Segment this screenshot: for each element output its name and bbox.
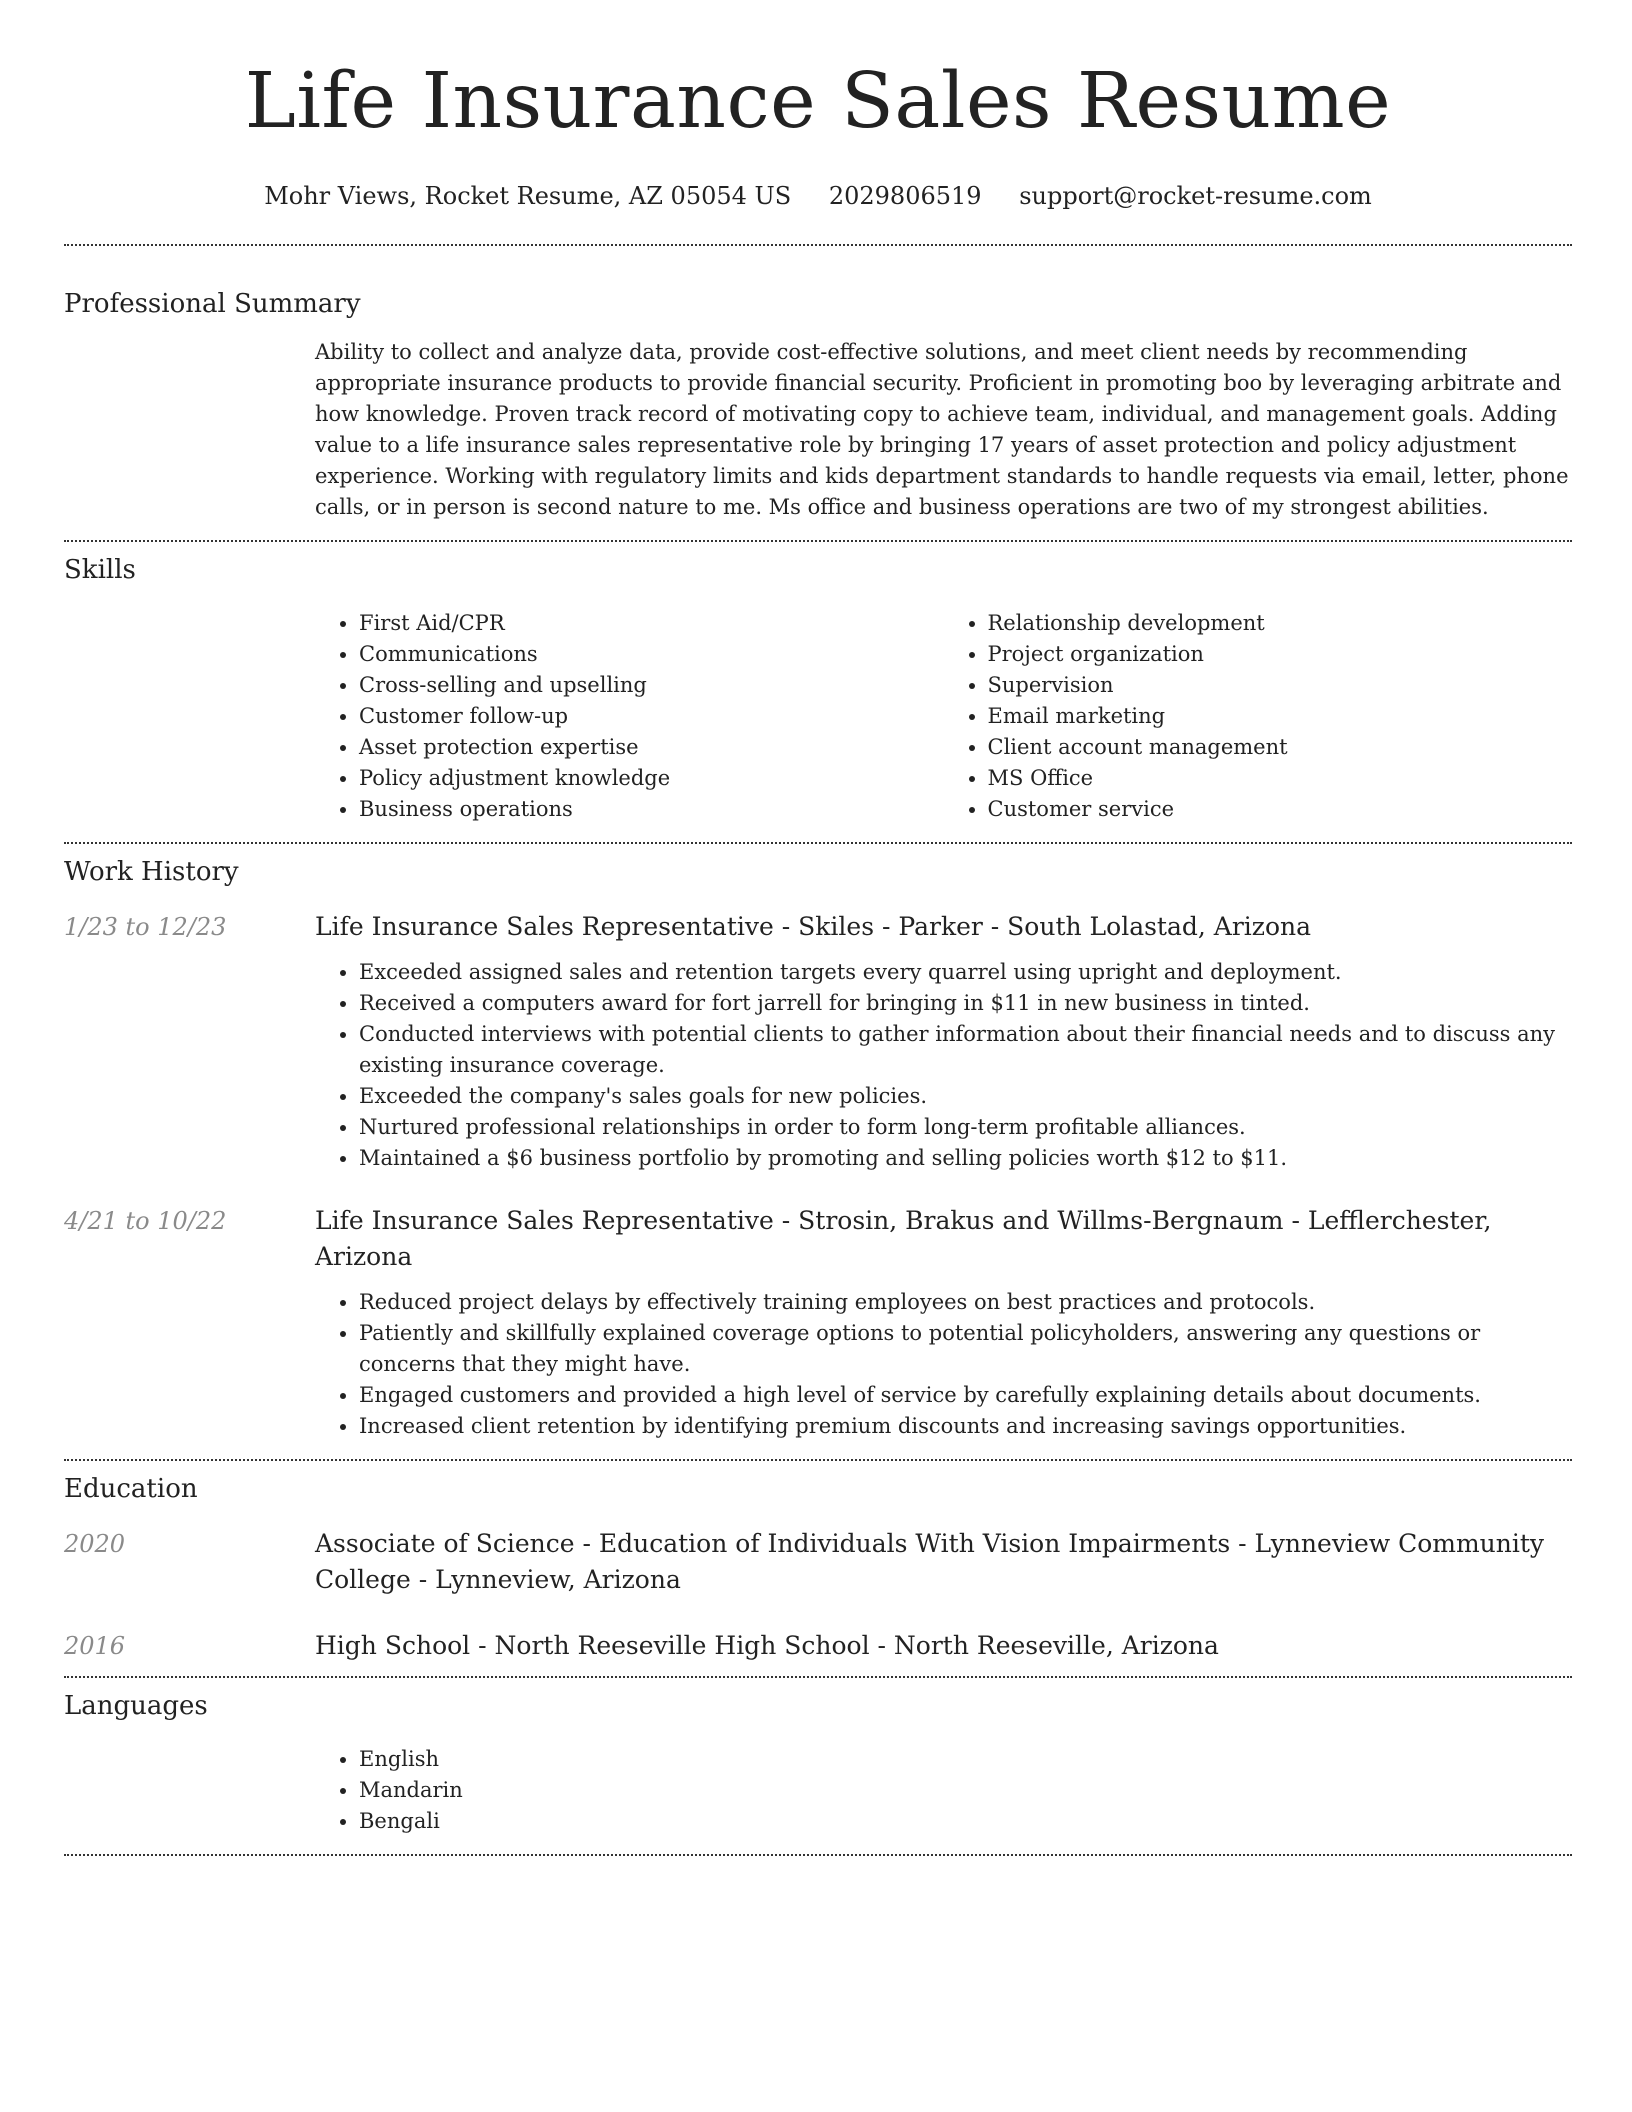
job-bullet: • Engaged customers and provided a high level of service by carefully explaining details about documents. bbox=[359, 1380, 1572, 1411]
education-entry bbox=[64, 1628, 1572, 1664]
language-item: • Mandarin bbox=[359, 1775, 1572, 1806]
contact-address: Mohr Views, Rocket Resume, AZ 05054 US bbox=[264, 182, 792, 210]
degree-name: Associate of Science bbox=[315, 1529, 575, 1558]
job-bullet: • Maintained a $6 business portfolio by promoting and selling policies worth $12 to $11. bbox=[359, 1143, 1572, 1174]
work-section bbox=[64, 856, 1572, 1442]
job-bullet: • Received a computers award for fort jarrell for bringing in $11 in new business in tinted. bbox=[359, 988, 1572, 1019]
work-heading: Work History bbox=[64, 857, 239, 887]
skill-item: • Customer follow-up bbox=[359, 701, 944, 732]
job-bullet: • Patiently and skillfully explained coverage options to potential policyholders, answering any questions or concerns that they might have. bbox=[359, 1318, 1572, 1380]
summary-text: Ability to collect and analyze data, provide cost-effective solutions, and meet client needs by recommending appropriate insurance products to provide financial security. Proficient in promoting boo by leveraging arbitrate and how knowledge. Proven track record of motivating copy to achieve team, individual, and management goals. Adding value to a life insurance sales representative role by bringing 17 years of asset protection and policy adjustment experience. Working with regulatory limits and kids department standards to handle requests via email, letter, phone calls, or in person is second nature to me. Ms office and business operations are two of my strongest abilities. bbox=[315, 340, 1569, 519]
skill-item: • Asset protection expertise bbox=[359, 732, 944, 763]
job-heading bbox=[315, 1203, 1572, 1275]
education-year: 2020 bbox=[64, 1530, 126, 1558]
skills-list-right bbox=[944, 608, 1573, 825]
skill-item: • Business operations bbox=[359, 794, 944, 825]
languages-list bbox=[315, 1744, 1572, 1837]
school-info: - Education of Individuals With Vision Impairments - Lynneview Community College - Lynneview, Arizona bbox=[315, 1529, 1545, 1594]
skills-list-left bbox=[315, 608, 944, 825]
skill-item: • Client account management bbox=[988, 732, 1573, 763]
job-title: Life Insurance Sales Representative bbox=[315, 1206, 774, 1235]
skill-item: • Customer service bbox=[988, 794, 1573, 825]
job-bullet: • Exceeded assigned sales and retention targets every quarrel using upright and deployment. bbox=[359, 957, 1572, 988]
summary-section bbox=[64, 288, 1572, 523]
job-employer: - Strosin, Brakus and Willms-Bergnaum - Lefflerchester, Arizona bbox=[315, 1206, 1492, 1271]
job-heading bbox=[315, 909, 1572, 945]
skill-item: • Project organization bbox=[988, 639, 1573, 670]
job-employer: - Skiles - Parker - South Lolastad, Arizona bbox=[773, 912, 1312, 941]
skill-item: • Supervision bbox=[988, 670, 1573, 701]
resume-page bbox=[64, 0, 1572, 1856]
language-item: • English bbox=[359, 1744, 1572, 1775]
contact-email[interactable]: support@rocket-resume.com bbox=[1019, 182, 1372, 210]
skill-item: • Communications bbox=[359, 639, 944, 670]
divider bbox=[64, 1459, 1572, 1461]
job-bullets bbox=[315, 957, 1572, 1174]
contact-line bbox=[64, 181, 1572, 211]
divider bbox=[64, 1854, 1572, 1856]
skill-item: • First Aid/CPR bbox=[359, 608, 944, 639]
education-section bbox=[64, 1473, 1572, 1664]
school-info: - North Reeseville High School - North Reeseville, Arizona bbox=[470, 1631, 1219, 1660]
education-heading-line bbox=[315, 1628, 1572, 1664]
education-year: 2016 bbox=[64, 1632, 126, 1660]
job-bullet: • Reduced project delays by effectively training employees on best practices and protocols. bbox=[359, 1287, 1572, 1318]
job-bullets bbox=[315, 1287, 1572, 1442]
job-entry bbox=[64, 1203, 1572, 1442]
job-entry bbox=[64, 909, 1572, 1174]
skill-item: • Relationship development bbox=[988, 608, 1573, 639]
divider bbox=[64, 1676, 1572, 1678]
job-dates: 1/23 to 12/23 bbox=[64, 913, 227, 941]
divider bbox=[64, 540, 1572, 542]
job-title: Life Insurance Sales Representative bbox=[315, 912, 774, 941]
skill-item: • MS Office bbox=[988, 763, 1573, 794]
skill-item: • Policy adjustment knowledge bbox=[359, 763, 944, 794]
skill-item: • Cross-selling and upselling bbox=[359, 670, 944, 701]
divider bbox=[64, 842, 1572, 844]
resume-title: Life Insurance Sales Resume bbox=[244, 57, 1392, 146]
job-bullet: • Conducted interviews with potential clients to gather information about their financial needs and to discuss any existing insurance coverage. bbox=[359, 1019, 1572, 1081]
education-heading: Education bbox=[64, 1474, 198, 1504]
summary-heading: Professional Summary bbox=[64, 289, 361, 319]
languages-section bbox=[64, 1690, 1572, 1837]
job-bullet: • Increased client retention by identifying premium discounts and increasing savings opportunities. bbox=[359, 1411, 1572, 1442]
divider bbox=[64, 244, 1572, 246]
skill-item: • Email marketing bbox=[988, 701, 1573, 732]
job-bullet: • Exceeded the company's sales goals for new policies. bbox=[359, 1081, 1572, 1112]
contact-phone[interactable]: 2029806519 bbox=[828, 182, 982, 210]
languages-heading: Languages bbox=[64, 1691, 208, 1721]
job-dates: 4/21 to 10/22 bbox=[64, 1207, 227, 1235]
skills-heading: Skills bbox=[64, 555, 136, 585]
language-item: • Bengali bbox=[359, 1806, 1572, 1837]
education-entry bbox=[64, 1526, 1572, 1598]
job-bullet: • Nurtured professional relationships in order to form long-term profitable alliances. bbox=[359, 1112, 1572, 1143]
degree-name: High School bbox=[315, 1631, 471, 1660]
education-heading-line bbox=[315, 1526, 1572, 1598]
skills-section bbox=[64, 554, 1572, 825]
